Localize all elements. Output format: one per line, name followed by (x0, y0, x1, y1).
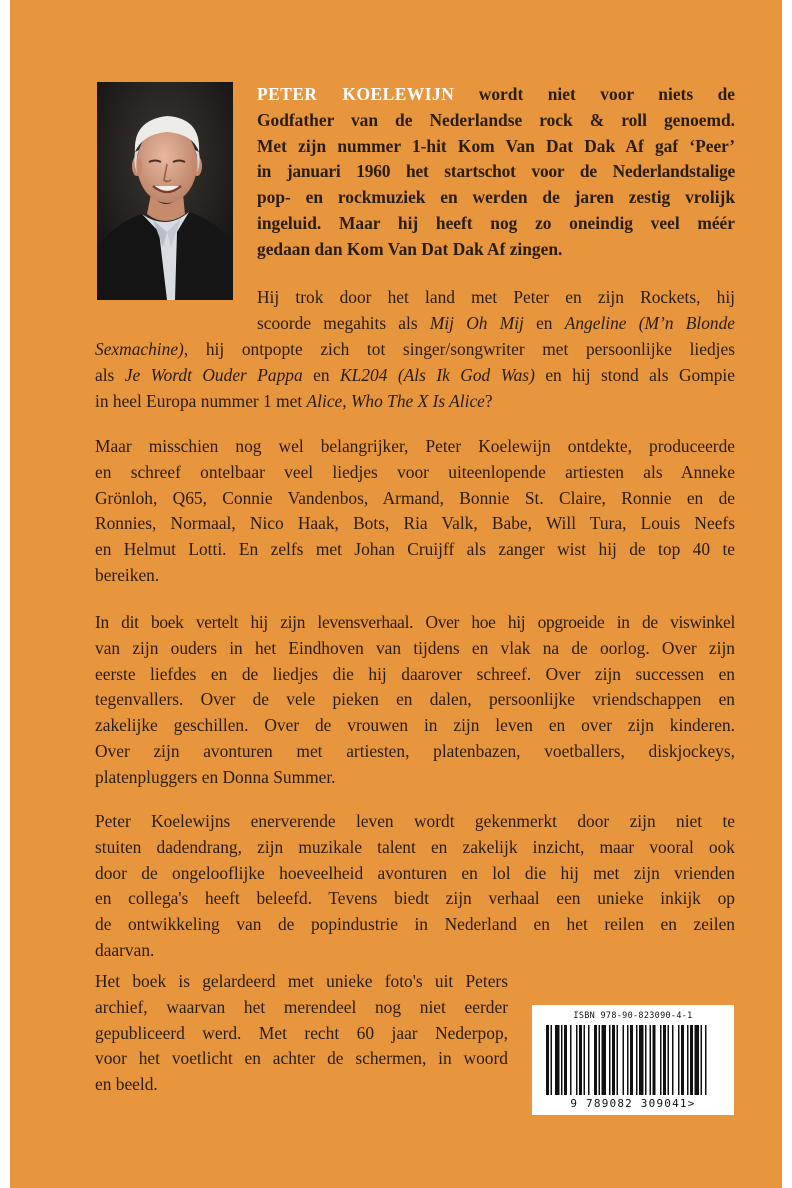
barcode-bar (570, 1025, 572, 1095)
barcode-bar (584, 1025, 586, 1095)
barcode-bar (639, 1025, 644, 1095)
barcode-bar (653, 1025, 656, 1095)
barcode-bar (623, 1025, 625, 1095)
photos-paragraph: Het boek is gelardeerd met unieke foto's uit Peters archief, waarvan het merendeel nog niet eerder gepubliceerd werd. Met recht 60 jaar Nederpop, voor het voetlicht en achter de schermen, in woord en beeld. (95, 971, 508, 1095)
barcode-bar (672, 1025, 674, 1095)
barcode-bar (612, 1025, 615, 1095)
barcode-bar (617, 1025, 619, 1095)
barcode-bar (668, 1025, 670, 1095)
career-paragraph-cont: Sexmachine), hij ontpopte zich tot singer/songwriter met persoonlijke liedjes als Je Wordt Ouder Pappa en KL204 (Als Ik God Was) en hij stond als Gompie in heel Europa nummer 1 met Alice, Who The X Is Alice? (95, 339, 735, 411)
barcode-bar (594, 1025, 597, 1095)
producer-paragraph: Maar misschien nog wel belangrijker, Peter Koelewijn ontdekte, produceerde en schreef ontelbaar veel liedjes voor uiteenlopende artiesten als Anneke Grönloh, Q65, Connie Vandenbos, Armand, Bonnie St. Claire, Ronnie en de Ronnies, Normaal, Nico Haak, Bots, Ria Valk, Babe, Will Tura, Louis Neefs en Helmut Lotti. En zelfs met Johan Cruijff als zanger wist hij de top 40 te bereiken. (95, 436, 735, 585)
barcode-bar (681, 1025, 684, 1095)
isbn-digits: 9 789082 309041> (570, 1097, 696, 1110)
isbn-barcode (532, 1005, 734, 1115)
barcode-bar (564, 1025, 567, 1095)
barcode-bar (551, 1025, 553, 1095)
barcode-bar (588, 1025, 590, 1095)
barcode-bar (690, 1025, 693, 1095)
barcode-bar (701, 1025, 703, 1095)
barcode-bar (695, 1025, 700, 1095)
barcode-bar (636, 1025, 638, 1095)
life-story-paragraph: In dit boek vertelt hij zijn levensverhaal. Over hoe hij opgroeide in de viswinkel van zijn ouders in het Eindhoven van tijdens en vlak na de oorlog. Over zijn eerste liefdes en de liedjes die hij daarover schreef. Over zijn successen en tegenvallers. Over de vele pieken en dalen, persoonlijke vriendschappen en zakelijke geschillen. Over de vrouwen in zijn leven en over zijn kinderen. Over zijn avonturen met artiesten, platenbazen, voetballers, diskjockeys, platenpluggers en Donna Summer. (95, 612, 735, 787)
author-name: PETER KOELEWIJN (257, 84, 455, 104)
barcode-bar (579, 1025, 582, 1095)
barcode-bar (599, 1025, 601, 1095)
barcode-bar (705, 1025, 707, 1095)
isbn-label: ISBN 978-90-823090-4-1 (573, 1011, 693, 1021)
barcode-bar (645, 1025, 647, 1095)
barcode-bar (561, 1025, 563, 1095)
summary-paragraph: Peter Koelewijns enerverende leven wordt gekenmerkt door zijn niet te stuiten dadendrang, zijn muzikale talent en zakelijk inzicht, maar vooral ook door de ongelooflijke hoeveelheid avonturen en lol die hij met zijn vrienden en collega's heeft beleefd. Tevens biedt zijn verhaal een unieke inkijk op de ontwikkeling van de popindustrie in Nederland en het reilen en zeilen daarvan. (95, 811, 735, 960)
barcode-bar (663, 1025, 666, 1095)
barcode-bar (602, 1025, 607, 1095)
barcode-bar (687, 1025, 689, 1095)
career-paragraph: Hij trok door het land met Peter en zijn Rockets, hij scoorde megahits als Mij Oh Mij en Angeline (M’n Blonde (257, 287, 735, 333)
barcode-bar (630, 1025, 633, 1095)
barcode-bar (576, 1025, 578, 1095)
barcode-bar (650, 1025, 652, 1095)
barcode-bar (609, 1025, 611, 1095)
barcode-bar (627, 1025, 629, 1095)
intro-paragraph: PETER KOELEWIJN wordt niet voor niets de Godfather van de Nederlandse rock & roll genoemd. Met zijn nummer 1-hit Kom Van Dat Dak Af gaf ‘Peer’ in januari 1960 het startschot voor de Nederlandstalige pop- en rockmuziek en werden de jaren zestig vrolijk ingeluid. Maar hij heeft nog zo oneindig veel méér gedaan dan Kom Van Dat Dak Af zingen. (257, 84, 736, 259)
author-photo (97, 82, 233, 300)
barcode-bar (555, 1025, 560, 1095)
barcode-bar (660, 1025, 662, 1095)
barcode-bar (546, 1025, 549, 1095)
barcode-bar (678, 1025, 680, 1095)
